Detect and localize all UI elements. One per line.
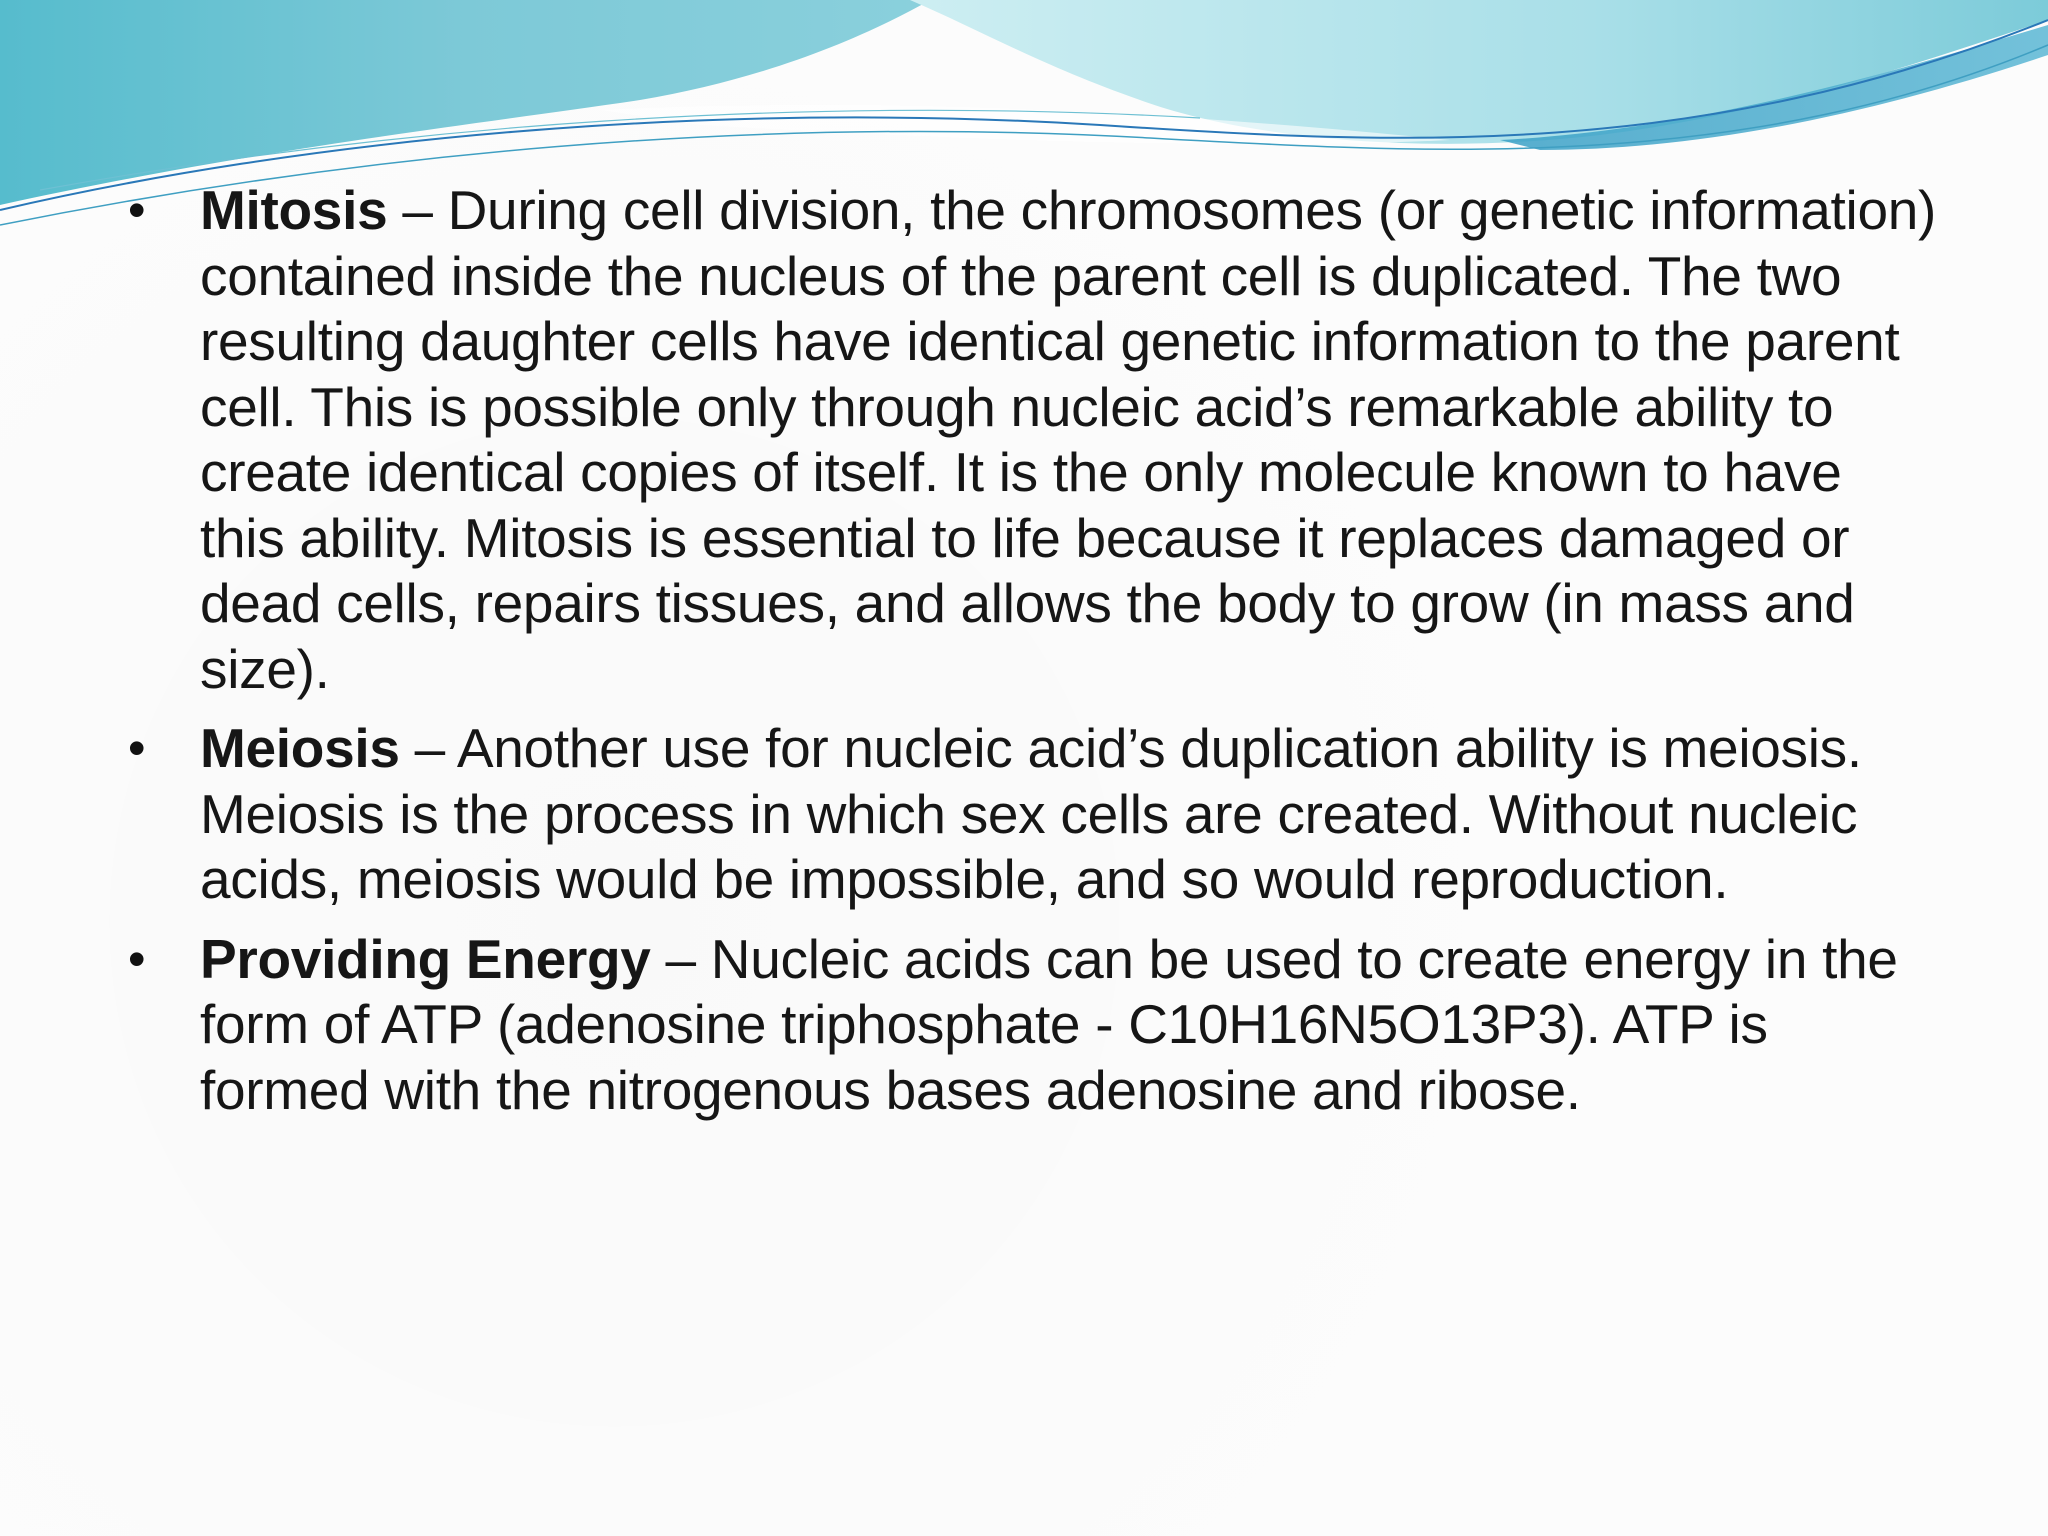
bullet-marker: • <box>128 720 146 776</box>
bullet-marker: • <box>128 182 146 238</box>
bullet-term: Mitosis <box>200 179 388 241</box>
bullet-term: Providing Energy <box>200 927 651 990</box>
bullet-mitosis <box>120 178 1940 702</box>
bullet-marker: • <box>128 930 146 987</box>
bullet-text: – Nucleic acids can be used to create energy in the form of ATP (adenosine triphosphate - C10H16N5O13P3). ATP is formed with the nitrogenous bases adenosine and ribose. <box>200 927 1898 1121</box>
bullet-text: – During cell division, the chromosomes (or genetic information) contained inside the nucleus of the parent cell is duplicated. The two resulting daughter cells have identical genetic information to the parent cell. This is possible only through nucleic acid’s remarkable ability to create identical copies of itself. It is the only molecule known to have this ability. Mitosis is essential to life because it replaces damaged or dead cells, repairs tissues, and allows the body to grow (in mass and size). <box>200 179 1937 700</box>
bullet-term: Meiosis <box>200 717 400 779</box>
slide-content <box>120 178 1940 1137</box>
bullet-providing-energy <box>120 927 1940 1124</box>
bullet-list <box>120 178 1940 1123</box>
bullet-meiosis <box>120 716 1940 913</box>
bullet-text: – Another use for nucleic acid’s duplication ability is meiosis. Meiosis is the process in which sex cells are created. Without nucleic acids, meiosis would be impossible, and so would reproduction. <box>200 717 1862 910</box>
